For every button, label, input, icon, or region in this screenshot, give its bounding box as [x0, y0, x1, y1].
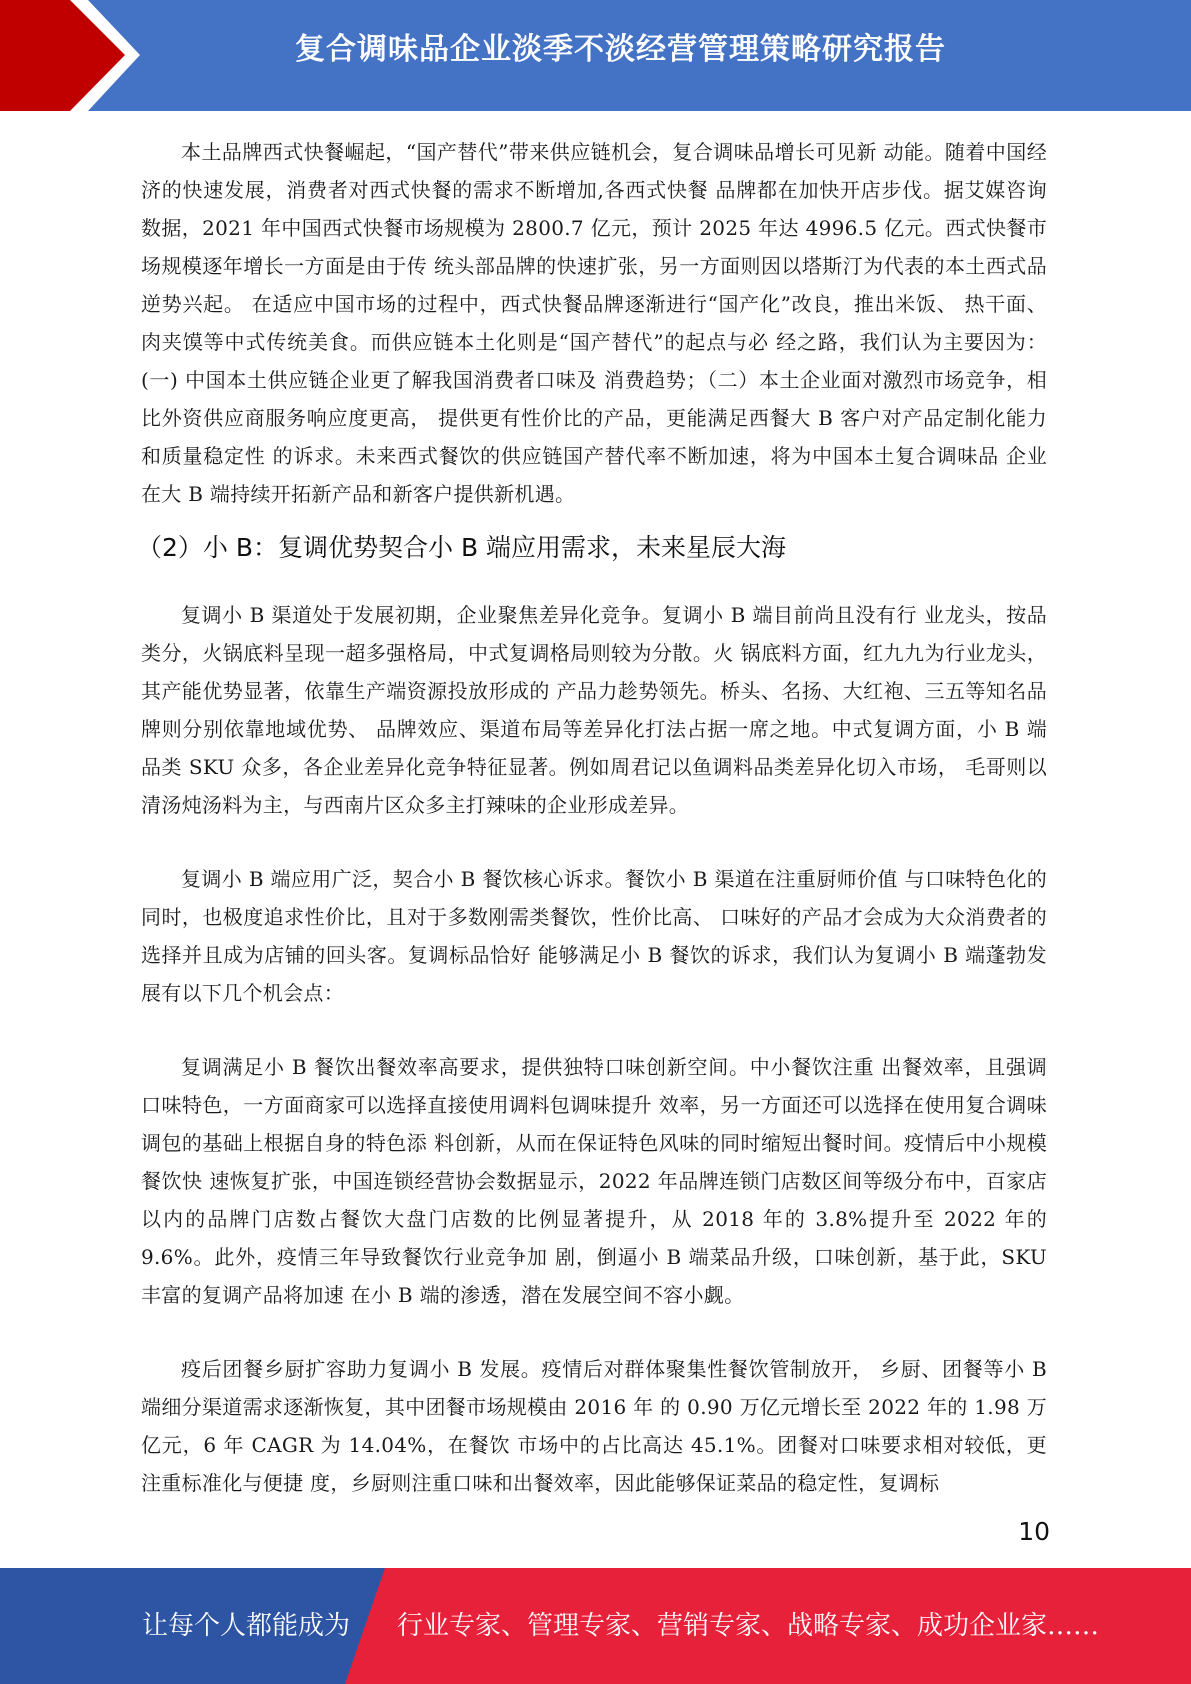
footer-slogan-left: 让每个人都能成为 [142, 1611, 351, 1641]
report-title: 复合调味品企业淡季不淡经营管理策略研究报告 [295, 32, 946, 67]
document-body [137, 133, 1047, 1502]
page-header [0, 0, 1191, 111]
paragraph-small-b-channel: 复调小 B 渠道处于发展初期，企业聚焦差异化竞争。复调小 B 端目前尚且没有行 业龙头，按品类分，火锅底料呈现一超多强格局，中式复调格局则较为分散。火 锅底料方面，红九九为行业龙头，其产能优势显著，依靠生产端资源投放形成的 产品力趁势领先。桥头、名扬、大红袍、三五等知名品牌则分别依靠地域优势、 品牌效应、渠道布局等差异化打法占据一席之地。中式复调方面，小 B 端品类 SKU 众多，各企业差异化竞争特征显著。例如周君记以鱼调料品类差异化切入市场， 毛哥则以清汤炖汤料为主，与西南片区众多主打辣味的企业形成差异。 [141, 603, 1047, 817]
page-footer [0, 1568, 1191, 1684]
header-arrow-icon [0, 0, 160, 111]
footer-slogan-right: 行业专家、管理专家、营销专家、战略专家、成功企业家…… [397, 1611, 1100, 1641]
paragraph-small-b-application: 复调小 B 端应用广泛，契合小 B 餐饮核心诉求。餐饮小 B 渠道在注重厨师价值 与口味特色化的同时，也极度追求性价比，且对于多数刚需类餐饮，性价比高、 口味好的产品才会成为大众消费者的选择并且成为店铺的回头客。复调标品恰好 能够满足小 B 餐饮的诉求，我们认为复调小 B 端蓬勃发展有以下几个机会点： [141, 867, 1047, 1005]
section-heading-small-b: （2）小 B：复调优势契合小 B 端应用需求，未来星辰大海 [137, 533, 787, 562]
page-number: 10 [1018, 1517, 1050, 1546]
paragraph-western-fast-food: 本土品牌西式快餐崛起，“国产替代”带来供应链机会，复合调味品增长可见新 动能。随着中国经济的快速发展，消费者对西式快餐的需求不断增加,各西式快餐 品牌都在加快开店步伐。据艾媒咨询数据，2021 年中国西式快餐市场规模为 2800.7 亿元，预计 2025 年达 4996.5 亿元。西式快餐市场规模逐年增长一方面是由于传 统头部品牌的快速扩张，另一方面则因以塔斯汀为代表的本土西式品逆势兴起。 在适应中国市场的过程中，西式快餐品牌逐渐进行“国产化”改良，推出米饭、 热干面、肉夹馍等中式传统美食。而供应链本土化则是“国产替代”的起点与必 经之路，我们认为主要因为：(一) 中国本土供应链企业更了解我国消费者口味及 消费趋势；（二）本土企业面对激烈市场竞争，相比外资供应商服务响应度更高， 提供更有性价比的产品，更能满足西餐大 B 客户对产品定制化能力和质量稳定性 的诉求。未来西式餐饮的供应链国产替代率不断加速，将为中国本土复合调味品 企业在大 B 端持续开拓新产品和新客户提供新机遇。 [141, 140, 1047, 506]
paragraph-efficiency: 复调满足小 B 餐饮出餐效率高要求，提供独特口味创新空间。中小餐饮注重 出餐效率，且强调口味特色，一方面商家可以选择直接使用调料包调味提升 效率，另一方面还可以选择在使用复合调味调包的基础上根据自身的特色添 料创新，从而在保证特色风味的同时缩短出餐时间。疫情后中小规模餐饮快 速恢复扩张，中国连锁经营协会数据显示，2022 年品牌连锁门店数区间等级分布中，百家店以内的品牌门店数占餐饮大盘门店数的比例显著提升，从 2018 年的 3.8%提升至 2022 年的 9.6%。此外，疫情三年导致餐饮行业竞争加 剧，倒逼小 B 端菜品升级，口味创新，基于此，SKU 丰富的复调产品将加速 在小 B 端的渗透，潜在发展空间不容小觑。 [141, 1055, 1047, 1307]
paragraph-group-catering: 疫后团餐乡厨扩容助力复调小 B 发展。疫情后对群体聚集性餐饮管制放开， 乡厨、团餐等小 B 端细分渠道需求逐渐恢复，其中团餐市场规模由 2016 年 的 0.90 万亿元增长至 2022 年的 1.98 万亿元，6 年 CAGR 为 14.04%，在餐饮 市场中的占比高达 45.1%。团餐对口味要求相对较低，更注重标准化与便捷 度，乡厨则注重口味和出餐效率，因此能够保证菜品的稳定性，复调标 [141, 1357, 1047, 1495]
